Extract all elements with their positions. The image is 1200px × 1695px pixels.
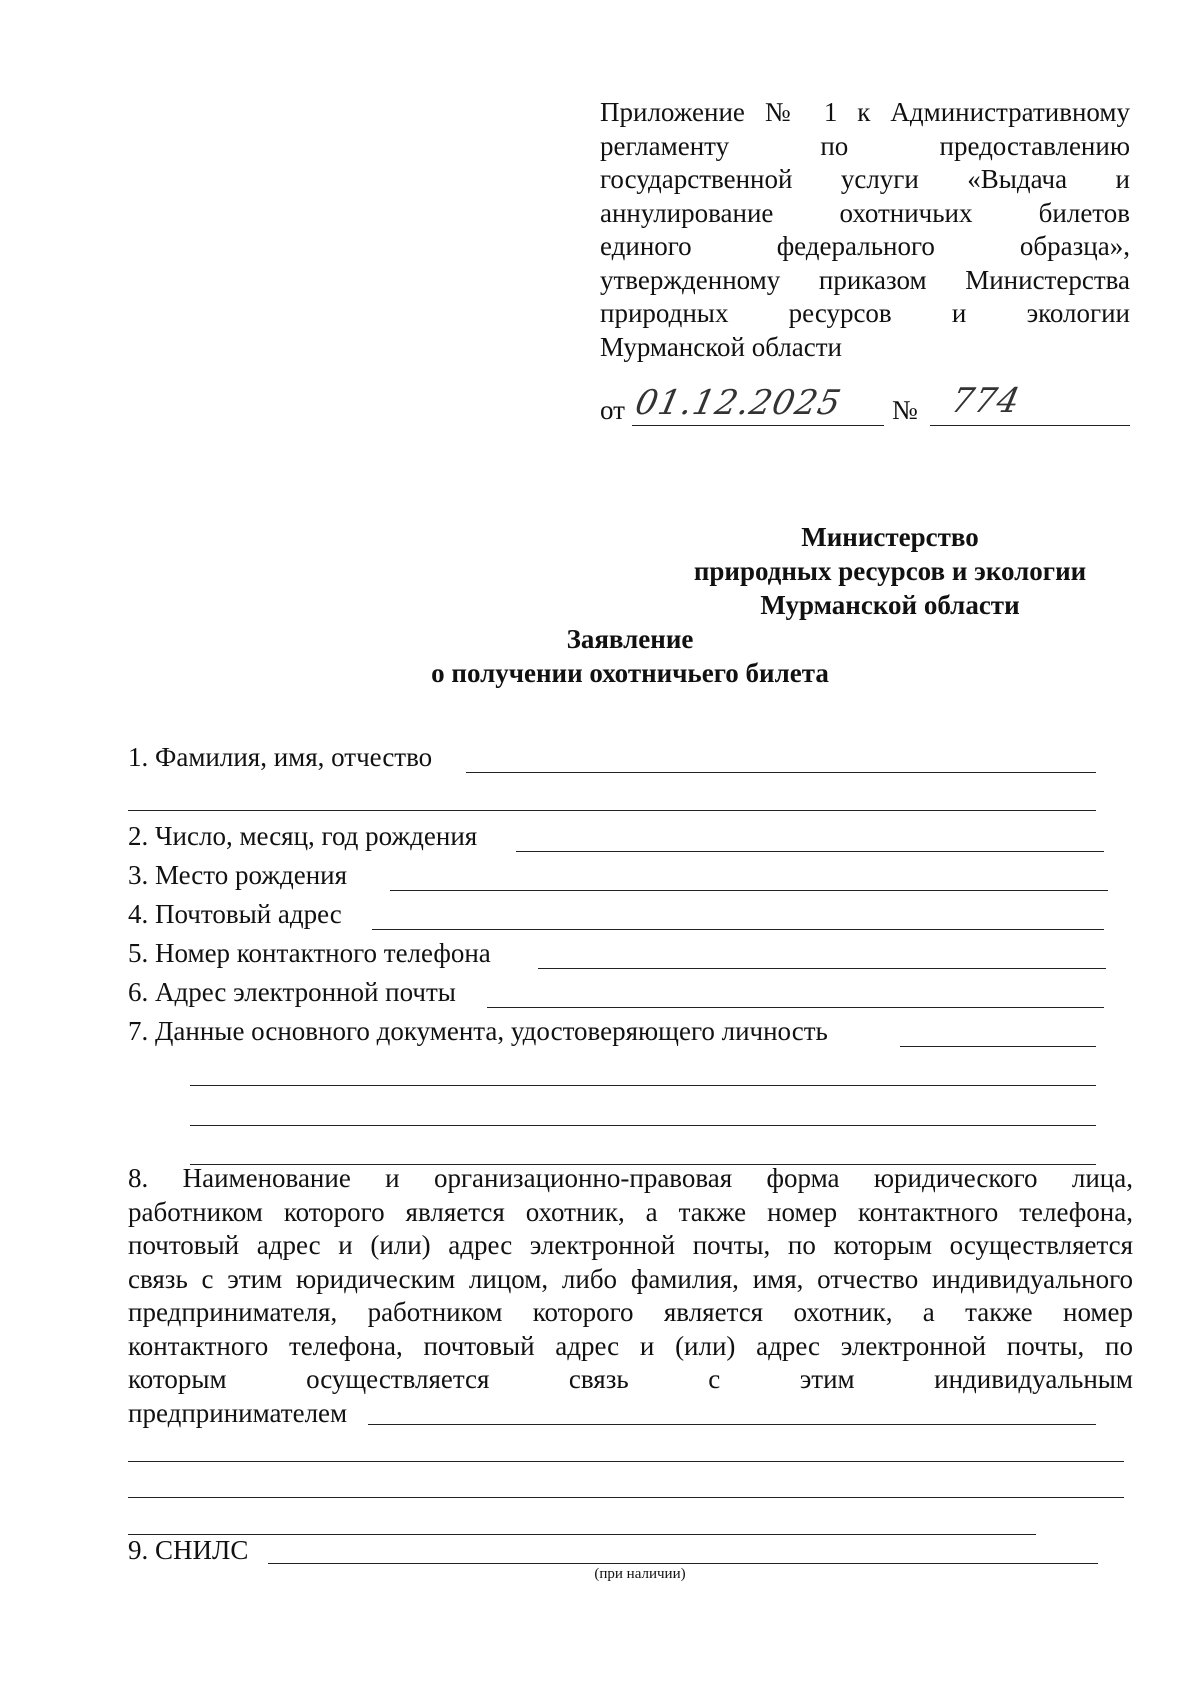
- number-underline: [930, 425, 1130, 426]
- annex-header: [600, 96, 1130, 364]
- postal-address-line[interactable]: [372, 929, 1104, 930]
- field-label-email: 6. Адрес электронной почты: [128, 977, 456, 1007]
- field-label-full-name: 1. Фамилия, имя, отчество: [128, 742, 433, 772]
- employer-text-line: предпринимателем: [128, 1397, 348, 1428]
- full-name-line-2[interactable]: [128, 810, 1096, 811]
- annex-line: государственной услуги «Выдача и: [600, 164, 1130, 194]
- annex-line: утвержденному приказом Министерства: [600, 264, 1130, 295]
- ministry-line: Мурманской области: [760, 590, 1020, 620]
- field-label-employer: [128, 1162, 1133, 1430]
- phone-line[interactable]: [538, 968, 1106, 969]
- identity-document-line[interactable]: [900, 1046, 1096, 1047]
- full-name-line[interactable]: [466, 772, 1096, 773]
- annex-line: Мурманской области: [600, 331, 842, 362]
- employer-text-line: контактного телефона, почтовый адрес и (или) адрес электронной почты, по: [128, 1330, 1133, 1361]
- employer-text-line: связь с этим юридическим лицом, либо фамилия, имя, отчество индивидуального: [128, 1263, 1133, 1294]
- field-label-postal-address: 4. Почтовый адрес: [128, 899, 342, 929]
- employer-line-3[interactable]: [128, 1497, 1124, 1498]
- document-title: [300, 622, 960, 690]
- ministry-line: природных ресурсов и экологии: [693, 556, 1087, 586]
- employer-line[interactable]: [368, 1424, 1096, 1425]
- annex-line: регламенту по предоставлению: [600, 130, 1130, 161]
- title-line: Заявление: [566, 624, 694, 654]
- annex-line: единого федерального образца»,: [600, 231, 1130, 261]
- snils-note: (при наличии): [594, 1566, 686, 1582]
- employer-text-line: почтовый адрес и (или) адрес электронной почты, по которым осуществляется: [128, 1230, 1133, 1260]
- employer-text-line: предпринимателя, работником которого является охотник, а также номер: [128, 1297, 1133, 1327]
- field-label-phone: 5. Номер контактного телефона: [128, 938, 491, 968]
- identity-document-line-2[interactable]: [190, 1085, 1096, 1086]
- ministry-name: [620, 520, 1160, 622]
- birth-date-line[interactable]: [516, 851, 1104, 852]
- title-line: о получении охотничьего билета: [431, 658, 829, 688]
- identity-document-line-3[interactable]: [190, 1125, 1096, 1126]
- field-label-identity-document: 7. Данные основного документа, удостоверяющего личность: [128, 1016, 828, 1046]
- annex-line: природных ресурсов и экологии: [600, 298, 1130, 328]
- annex-line: Приложение № 1 к Административному: [600, 97, 1130, 127]
- order-date-number: [600, 381, 1130, 425]
- annex-line: аннулирование охотничьих билетов: [600, 197, 1130, 228]
- employer-text-line: 8. Наименование и организационно-правовая форма юридического лица,: [128, 1163, 1133, 1193]
- field-label-birth-place: 3. Место рождения: [128, 860, 348, 890]
- employer-text-line: которым осуществляется связь с этим индивидуальным: [128, 1364, 1133, 1394]
- snils-line[interactable]: [268, 1563, 1098, 1564]
- handwritten-number: 774: [947, 381, 1025, 421]
- ministry-line: Министерство: [801, 522, 979, 552]
- birth-place-line[interactable]: [390, 890, 1108, 891]
- field-label-snils: 9. СНИЛС: [128, 1535, 249, 1565]
- employer-text-line: работником которого является охотник, а также номер контактного телефона,: [128, 1196, 1133, 1227]
- email-line[interactable]: [487, 1007, 1104, 1008]
- employer-line-4[interactable]: [128, 1534, 1036, 1535]
- handwritten-date: 01.12.2025: [631, 383, 845, 423]
- employer-line-2[interactable]: [128, 1461, 1124, 1462]
- date-underline: [632, 425, 884, 426]
- date-prefix: от: [600, 395, 625, 425]
- field-label-birth-date: 2. Число, месяц, год рождения: [128, 821, 478, 851]
- number-sign: №: [892, 395, 918, 425]
